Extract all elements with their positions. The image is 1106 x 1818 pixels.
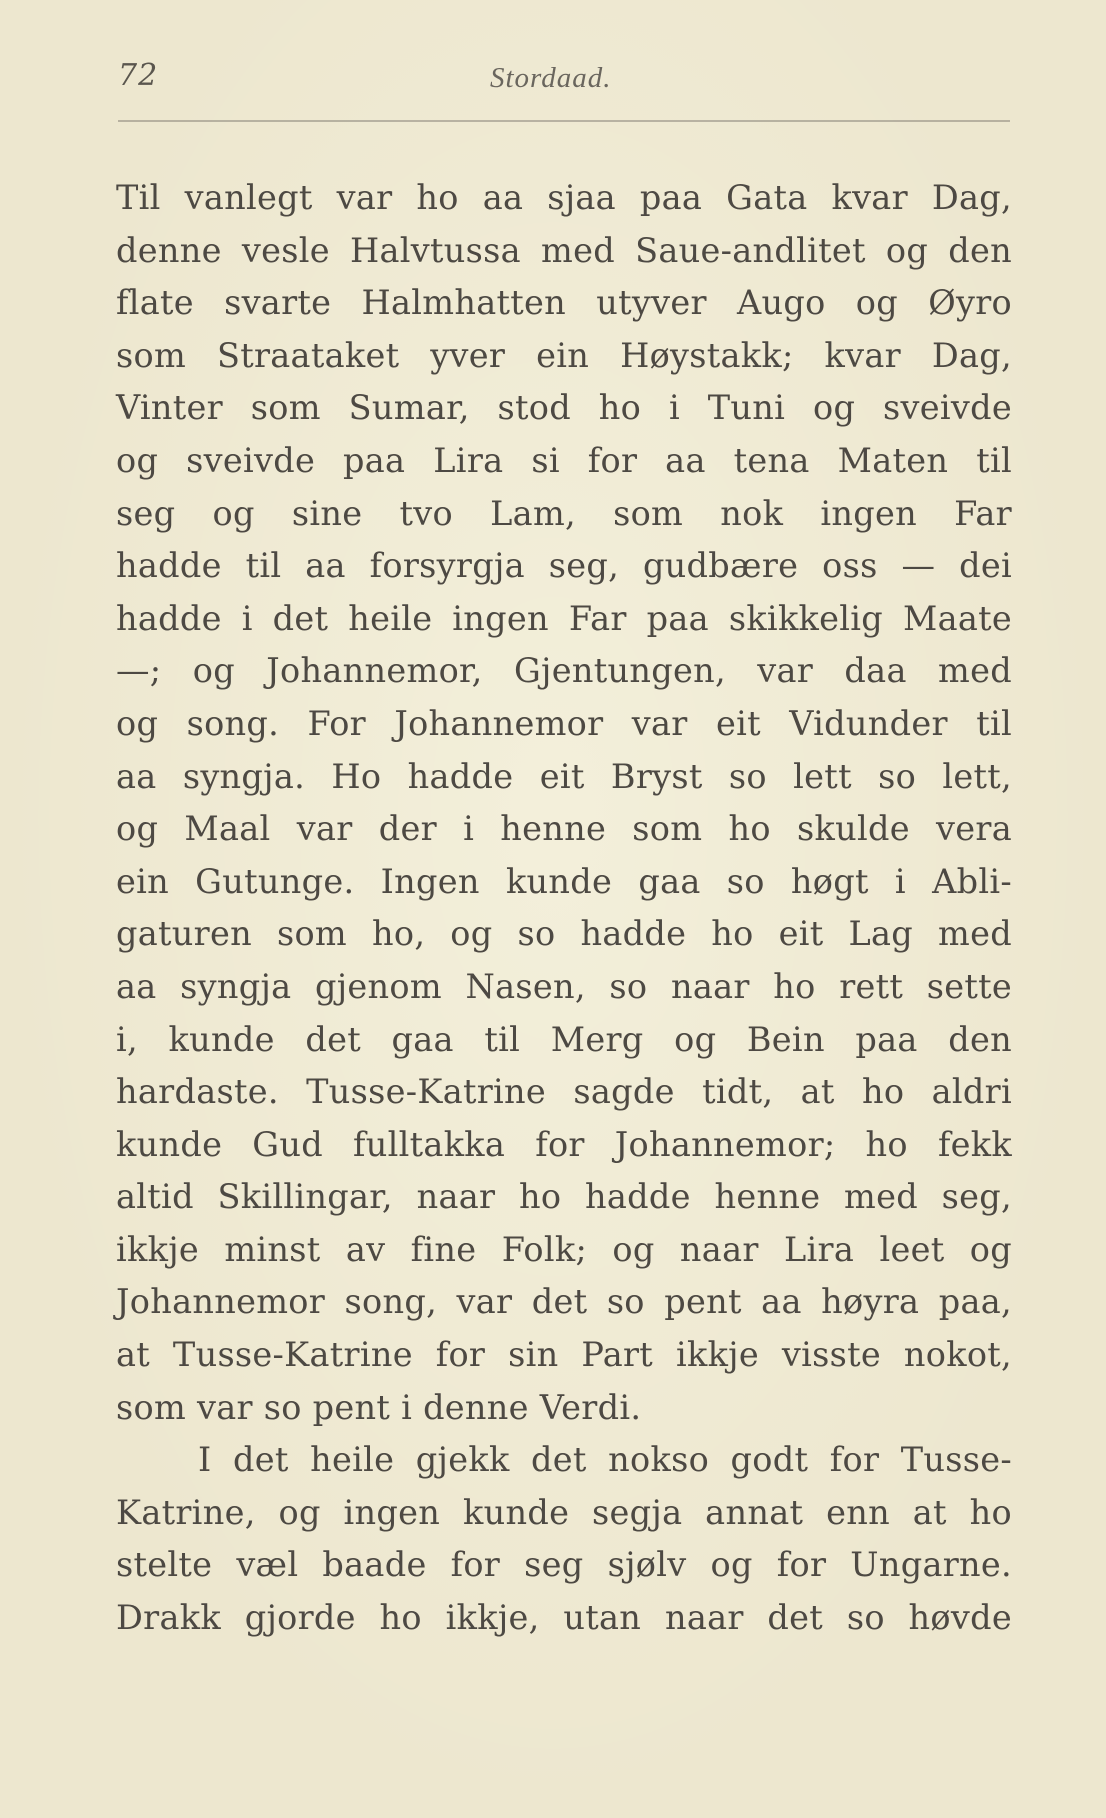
- text-line: hadde i det heile ingen Far paa skikkelig Maate: [116, 598, 1012, 638]
- text-line: som Straataket yver ein Høystakk; kvar Dag,: [116, 335, 1012, 375]
- text-line: denne vesle Halvtussa med Saue-andlitet og den: [116, 230, 1012, 270]
- text-line: gaturen som ho, og so hadde ho eit Lag med: [116, 914, 1012, 954]
- text-line: seg og sine tvo Lam, som nok ingen Far: [116, 493, 1012, 533]
- text-line: hadde til aa forsyrgja seg, gudbære oss — dei: [116, 546, 1012, 586]
- running-head: [118, 58, 1010, 98]
- text-line: ikkje minst av fine Folk; og naar Lira leet og: [116, 1229, 1012, 1269]
- paragraph-start-line: I det heile gjekk det nokso godt for Tusse-: [198, 1440, 1012, 1480]
- text-line: stelte væl baade for seg sjølv og for Ungarne.: [116, 1545, 1012, 1585]
- text-line: Til vanlegt var ho aa sjaa paa Gata kvar Dag,: [116, 178, 1012, 217]
- text-line: aa syngja. Ho hadde eit Bryst so lett so lett,: [116, 756, 1012, 796]
- text-line: og song. For Johannemor var eit Vidunder til: [116, 703, 1012, 743]
- text-line: Drakk gjorde ho ikkje, utan naar det so høvde: [116, 1598, 1012, 1638]
- text-line: hardaste. Tusse-Katrine sagde tidt, at ho aldri: [116, 1072, 1012, 1112]
- text-line: Johannemor song, var det so pent aa høyra paa,: [116, 1282, 1012, 1322]
- body-text: [116, 172, 1012, 1645]
- text-line: altid Skillingar, naar ho hadde henne med seg,: [116, 1177, 1012, 1217]
- text-line: Vinter som Sumar, stod ho i Tuni og sveivde: [116, 388, 1012, 428]
- text-line: i, kunde det gaa til Merg og Bein paa den: [116, 1019, 1012, 1059]
- text-line: ein Gutunge. Ingen kunde gaa so høgt i Abli-: [116, 861, 1012, 901]
- text-line: at Tusse-Katrine for sin Part ikkje visste nokot,: [116, 1335, 1012, 1375]
- running-title: Stordaad.: [490, 62, 612, 94]
- header-rule: [118, 120, 1010, 122]
- text-line: aa syngja gjenom Nasen, so naar ho rett sette: [116, 966, 1012, 1006]
- page-number: 72: [118, 58, 159, 93]
- text-line: kunde Gud fulltakka for Johannemor; ho fekk: [116, 1124, 1012, 1164]
- text-line: og Maal var der i henne som ho skulde vera: [116, 809, 1012, 849]
- text-line: og sveivde paa Lira si for aa tena Maten til: [116, 440, 1012, 480]
- text-line: flate svarte Halmhatten utyver Augo og Øyro: [116, 283, 1012, 323]
- text-line: Katrine, og ingen kunde segja annat enn at ho: [116, 1492, 1012, 1532]
- text-line: —; og Johannemor, Gjentungen, var daa med: [116, 651, 1012, 691]
- paragraph-end-line: som var so pent i denne Verdi.: [116, 1387, 642, 1427]
